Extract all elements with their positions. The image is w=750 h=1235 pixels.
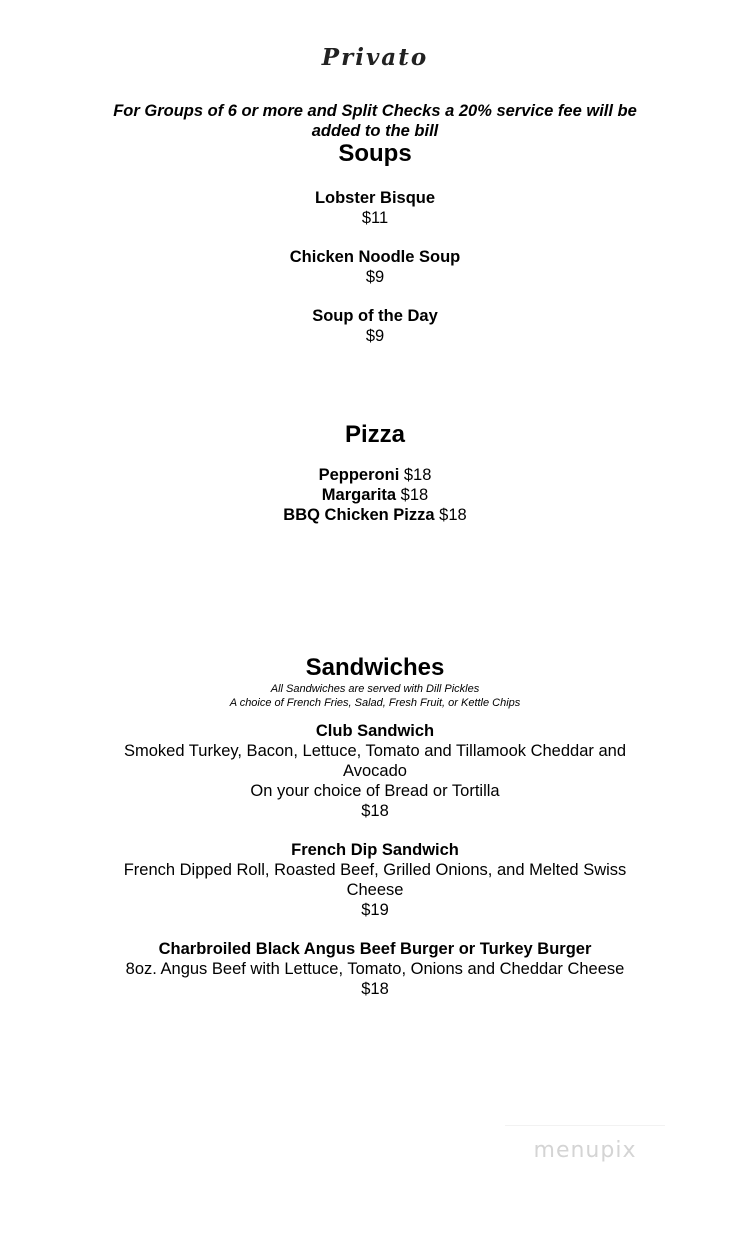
sandwich-item-price: $19 (361, 901, 389, 919)
sandwich-item-name: Club Sandwich (315, 722, 435, 740)
sandwiches-note: A choice of French Fries, Salad, Fresh Fruit, or Kettle Chips (229, 697, 521, 709)
pizza-heading: Pizza (344, 421, 406, 448)
pizza-item-price: $18 (439, 506, 467, 524)
soup-item-price: $9 (365, 268, 385, 286)
soups-heading: Soups (338, 140, 412, 167)
soup-item-name: Chicken Noodle Soup (289, 248, 461, 266)
sandwiches-heading: Sandwiches (305, 654, 445, 681)
soup-item-name: Soup of the Day (312, 307, 438, 325)
sandwiches-note: All Sandwiches are served with Dill Pickles (270, 683, 480, 695)
soup-item-name: Lobster Bisque (314, 189, 436, 207)
sandwich-item-description: French Dipped Roll, Roasted Beef, Grilled Onions, and Melted Swiss Cheese (123, 861, 627, 899)
pizza-item (0, 485, 750, 505)
sandwich-item-description: Smoked Turkey, Bacon, Lettuce, Tomato and Tillamook Cheddar and Avocado (123, 742, 626, 780)
sandwich-item-description: 8oz. Angus Beef with Lettuce, Tomato, Onions and Cheddar Cheese (125, 960, 625, 978)
pizza-item (0, 465, 750, 485)
service-fee-notice: For Groups of 6 or more and Split Checks a 20% service fee will be added to the bill (113, 102, 637, 140)
sandwich-item-extra: On your choice of Bread or Tortilla (250, 782, 500, 800)
restaurant-name: Privato (321, 44, 429, 71)
pizza-item-price: $18 (403, 466, 432, 484)
pizza-item-name: Margarita (321, 486, 397, 504)
pizza-item-name: BBQ Chicken Pizza (283, 506, 435, 524)
sandwich-item-name: French Dip Sandwich (291, 841, 459, 859)
soup-item-price: $11 (361, 209, 389, 227)
pizza-item-name: Pepperoni (318, 466, 400, 484)
sandwich-item-price: $18 (361, 980, 389, 998)
menupix-watermark: menupix (505, 1125, 665, 1176)
soup-item-price: $9 (365, 327, 385, 345)
sandwich-item-price: $18 (361, 802, 389, 820)
sandwich-item-name: Charbroiled Black Angus Beef Burger or Turkey Burger (158, 940, 592, 958)
pizza-item-price: $18 (400, 486, 429, 504)
pizza-item (0, 505, 750, 525)
